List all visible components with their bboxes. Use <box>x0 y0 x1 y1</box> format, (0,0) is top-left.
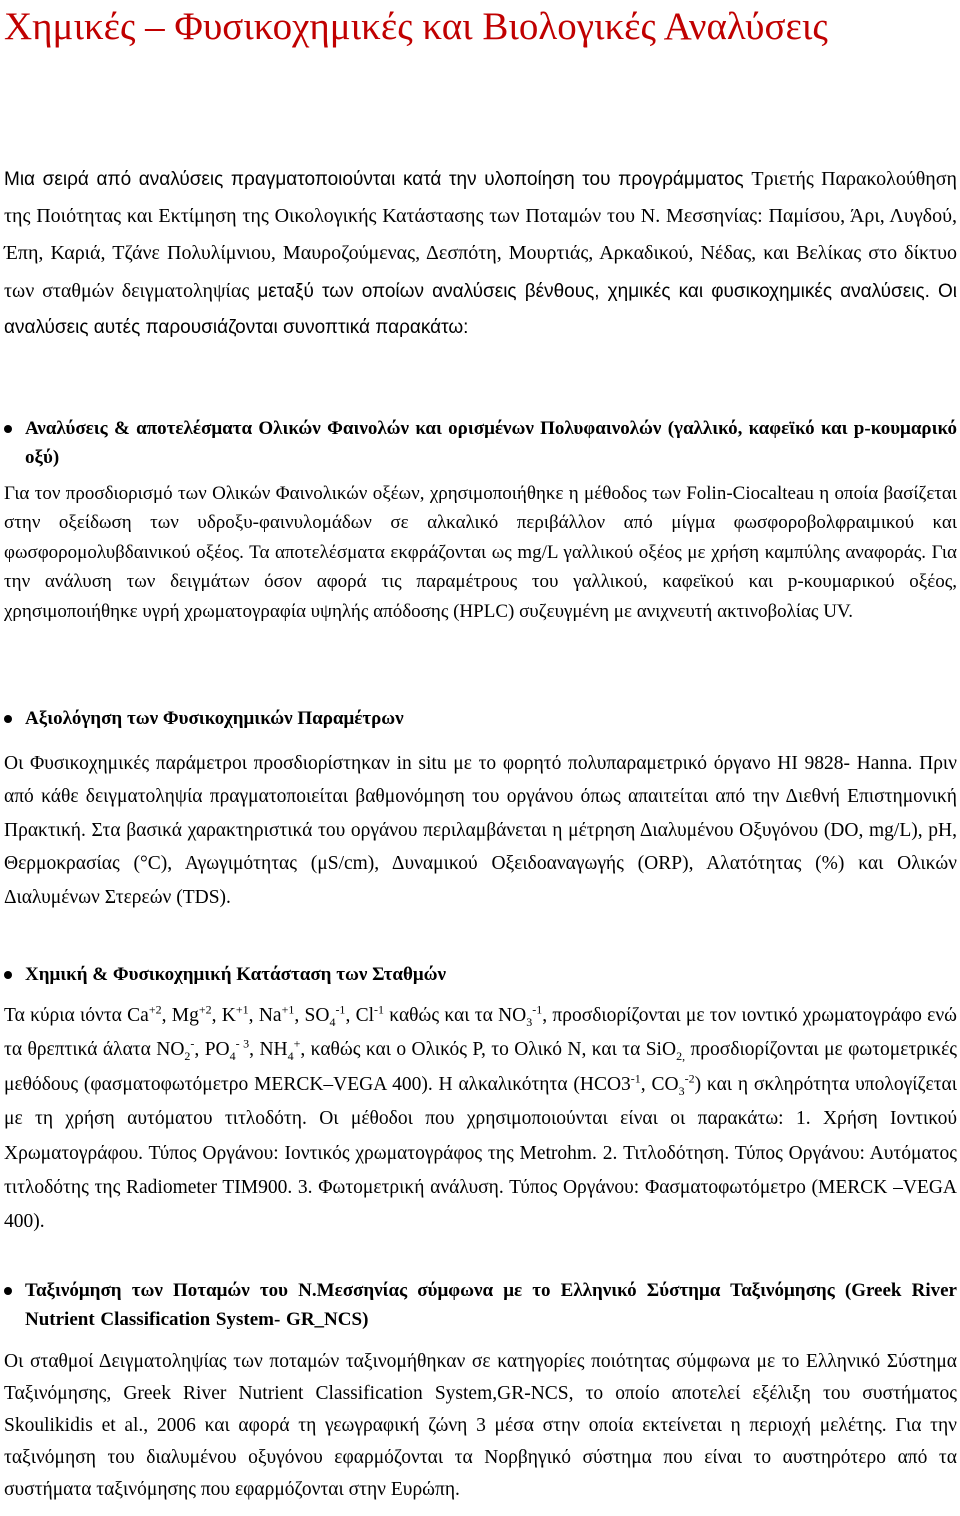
superscript: +2 <box>198 1002 212 1017</box>
body-text: , PO <box>194 1039 230 1061</box>
body-text: προσδιορίζονται με φωτομετρικές μεθόδους (φασματοφωτόμετρο MERCK–VEGA 400). Η αλκαλικότητα (HCO3 <box>4 1039 957 1095</box>
superscript: -1 <box>532 1002 543 1017</box>
intro-paragraph <box>4 161 957 346</box>
body-text: , SO <box>294 1005 330 1026</box>
body-text: , προσδιορίζονται με τον ιοντικό χρωματογράφο ενώ τα θρεπτικά άλατα NO <box>4 1005 957 1061</box>
body-text: , K <box>211 1005 236 1026</box>
superscript: -1 <box>374 1002 385 1017</box>
superscript: -1 <box>335 1002 346 1017</box>
body-text: , Mg <box>161 1005 199 1026</box>
bullet-icon <box>4 425 12 433</box>
section-body: Οι Φυσικοχημικές παράμετροι προσδιορίστηκαν in situ με το φορητό πολυπαραμετρικό όργανο HI 9828- Hanna. Πριν από κάθε δειγματοληψία πραγματοποιείται βαθμονόμηση του οργάνου όπως απαιτείται από την Διεθνή Επιστημονική Πρακτική. Στα βασικά χαρακτηριστικά του οργάνου περιλαμβάνεται η μέτρηση Διαλυμένου Οξυγόνου (DO, mg/L), pH, Θερμοκρασίας (°C), Αγωγιμότητας (μS/cm), Δυναμικού Οξειδοαναγωγής (ORP), Αλατότητας (%) και Ολικών Διαλυμένων Στερεών (TDS). <box>4 753 957 908</box>
subscript: 3 <box>526 1014 533 1029</box>
superscript: + <box>293 1036 301 1051</box>
subscript: 4 <box>329 1014 336 1029</box>
section-heading <box>4 704 957 733</box>
intro-text-1: Μια σειρά από αναλύσεις πραγματοποιούνται κατά την υλοποίηση του προγράμματος <box>4 169 752 190</box>
superscript: +1 <box>235 1002 249 1017</box>
subscript: 3 <box>678 1083 685 1098</box>
superscript: - 3 <box>235 1036 250 1051</box>
superscript: -1 <box>630 1071 641 1086</box>
page-title: Χημικές – Φυσικοχημικές και Βιολογικές Αναλύσεις <box>4 5 828 48</box>
section-chemical-status <box>4 960 957 1240</box>
section-phenols <box>4 414 957 626</box>
superscript: +1 <box>281 1002 295 1017</box>
section-heading-text: Αναλύσεις & αποτελέσματα Ολικών Φαινολών και ορισμένων Πολυφαινολών (γαλλικό, καφεϊκό και p-κουμαρικό οξύ) <box>25 418 957 468</box>
subscript: 4 <box>229 1049 236 1064</box>
bullet-icon <box>4 715 12 723</box>
bullet-icon <box>4 971 12 979</box>
bullet-icon <box>4 1287 12 1295</box>
superscript: +2 <box>148 1002 162 1017</box>
body-text: , Cl <box>345 1005 375 1026</box>
body-text: Τα κύρια ιόντα Ca <box>4 1005 149 1026</box>
section-heading <box>4 960 957 989</box>
body-text: , καθώς και ο Ολικός P, το Ολικό N, και τα SiO <box>300 1039 677 1061</box>
section-body: Οι σταθμοί Δειγματοληψίας των ποταμών ταξινομήθηκαν σε κατηγορίες ποιότητας σύμφωνα με το Ελληνικό Σύστημα Ταξινόμησης, Greek River Nutrient Classification System,GR-NCS, το οποίο αποτελεί εξέλιξη του συστήματος Skoulikidis et al., 2006 και αφορά τη γεωγραφική ζώνη 3 μέσα στην οποία εκτείνεται η περιοχή μελέτης. Για την ταξινόμηση του διαλυμένου οξυγόνου εφαρμόζονται τα Νορβηγικό σύστημα που είναι το αυστηρότερο από τα συστήματα ταξινόμησης που εφαρμόζονται στην Ευρώπη. <box>4 1351 957 1500</box>
body-text: , CO <box>640 1073 679 1095</box>
superscript: - <box>190 1036 195 1051</box>
body-text: , Na <box>248 1005 282 1026</box>
subscript: 2 <box>184 1049 191 1064</box>
section-heading-text: Χημική & Φυσικοχημική Κατάσταση των Σταθμών <box>25 964 447 985</box>
subscript: 2, <box>676 1049 686 1064</box>
section-heading-text: Ταξινόμηση των Ποταμών του Ν.Μεσσηνίας σύμφωνα με το Ελληνικό Σύστημα Ταξινόμησης (Greek River Nutrient Classification System- GR_NCS) <box>25 1280 957 1330</box>
body-text: καθώς και τα NO <box>384 1005 527 1026</box>
section-heading <box>4 414 957 472</box>
intro-text-3: μεταξύ των οποίων αναλύσεις βένθους, χημικές και φυσικοχημικές αναλύσεις. Οι αναλύσεις αυτές παρουσιάζονται συνοπτικά παρακάτω: <box>4 280 957 338</box>
section-physicochemical <box>4 704 957 914</box>
body-text: , NH <box>249 1039 288 1061</box>
intro-text-2: Τριετής Παρακολούθηση της Ποιότητας και Εκτίμηση της Οικολογικής Κατάστασης των Ποταμών του Ν. Μεσσηνίας: Παμίσου, Άρι, Λυγδού, Έπη, Καριά, Τζάνε Πολυλίμνιου, Μαυροζούμενας, Δεσπότη, Μουρτιάς, Αρκαδικού, Νέδας, και Βελίκας στο δίκτυο των σταθμών δειγματοληψίας <box>4 168 958 302</box>
body-text: ) και η σκληρότητα υπολογίζεται με τη χρήση αυτόματου τιτλοδότη. Οι μέθοδοι που χρησιμοποιούνται είναι οι παρακάτω: 1. Χρήση Ιοντικού Χρωματογράφου. Τύπος Οργάνου: Ιοντικός χρωματογράφος της Metrohm. 2. Τιτλοδότηση. Τύπος Οργάνου: Αυτόματος τιτλοδότης της Radiometer TIM900. 3. Φωτομετρική ανάλυση. Τύπος Οργάνου: Φασματοφωτόμετρο (MERCK –VEGA 400). <box>4 1073 958 1233</box>
section-heading-text: Αξιολόγηση των Φυσικοχημικών Παραμέτρων <box>25 708 404 729</box>
subscript: 4 <box>287 1049 294 1064</box>
section-heading <box>4 1276 957 1334</box>
section-body <box>4 999 957 1240</box>
section-body: Για τον προσδιορισμό των Ολικών Φαινολικών οξέων, χρησιμοποιήθηκε η μέθοδος των Folin-Ciocalteau η οποία βασίζεται στην οξείδωση των υδροξυ-φαινυλομάδων σε αλκαλικό περιβάλλον από μίγμα φωσφοροβολφραιμικού και φωσφορομολυβδαινικού οξέος. Τα αποτελέσματα εκφράζονται ως mg/L γαλλικού οξέος με χρήση καμπύλης αναφοράς. Για την ανάλυση των δειγμάτων όσον αφορά τις παραμέτρους του γαλλικού, καφεϊκού και p-κουμαρικού οξέος, χρησιμοποιήθηκε υγρή χρωματογραφία υψηλής απόδοσης (HPLC) συζευγμένη με ανιχνευτή ακτινοβολίας UV. <box>4 483 957 622</box>
section-classification <box>4 1276 957 1506</box>
superscript: -2 <box>684 1071 695 1086</box>
